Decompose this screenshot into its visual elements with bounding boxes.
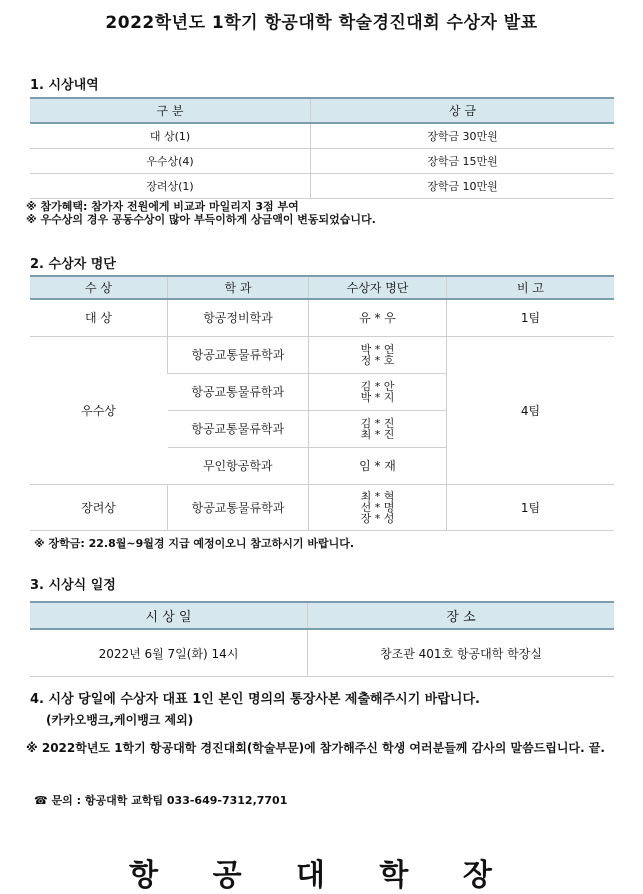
scholarship-note: ※ 장학금: 22.8월~9월경 지급 예정이오니 참고하시기 바랍니다. [34, 537, 355, 550]
award-excellent: 우수상 [30, 336, 168, 484]
benefit-note: ※ 참가혜택: 참가자 전원에게 비교과 마일리지 3점 부여 [26, 200, 299, 213]
table-row [30, 149, 614, 174]
phone-icon: ☎ [34, 794, 48, 807]
ceremony-header-place: 장 소 [308, 602, 615, 629]
names-cell: 유 * 우 [309, 299, 447, 336]
dept-cell: 항공교통물류학과 [168, 336, 309, 373]
signature: 항 공 대 학 장 [129, 858, 514, 893]
winner-name: 박 * 지 [360, 390, 395, 404]
contact-line [34, 792, 287, 808]
dept-cell: 항공교통물류학과 [168, 373, 309, 410]
award-prize: 장학금 30만원 [311, 123, 615, 149]
note-cell: 4팀 [447, 336, 615, 484]
section1-heading: 1. 시상내역 [30, 78, 99, 93]
section3-heading: 3. 시상식 일정 [30, 578, 116, 593]
winner-name: 김 * 진 [360, 416, 395, 430]
names-cell: 임 * 재 [309, 447, 447, 484]
ceremony-header-date: 시 상 일 [30, 602, 308, 629]
winner-name: 선 * 명 [360, 500, 395, 514]
bank-copy-instruction: 4. 시상 당일에 수상자 대표 1인 본인 명의의 통장사본 제출해주시기 바랍니다. [30, 692, 480, 707]
award-table [30, 97, 614, 199]
award-grand: 대 상 [30, 299, 168, 336]
note-cell: 1팀 [447, 299, 615, 336]
note-cell: 1팀 [447, 484, 615, 530]
names-cell [309, 410, 447, 447]
table-row [30, 299, 614, 336]
dept-cell: 항공정비학과 [168, 299, 309, 336]
award-prize: 장학금 10만원 [311, 174, 615, 199]
ceremony-table [30, 601, 614, 677]
winner-name: 정 * 호 [360, 353, 395, 367]
winner-name: 최 * 진 [360, 427, 395, 441]
award-category: 대 상(1) [30, 123, 311, 149]
table-row [30, 336, 614, 373]
winners-table [30, 275, 614, 531]
bank-exclusion: (카카오뱅크,케이뱅크 제외) [46, 713, 194, 727]
award-prize: 장학금 15만원 [311, 149, 615, 174]
names-cell [309, 336, 447, 373]
table-row [30, 629, 614, 677]
award-header-prize: 상 금 [311, 98, 615, 123]
winner-name: 최 * 혁 [360, 489, 395, 503]
thanks-message: ※ 2022학년도 1학기 항공대학 경진대회(학술부문)에 참가해주신 학생 여러분들께 감사의 말씀드립니다. 끝. [26, 741, 605, 755]
award-encourage: 장려상 [30, 484, 168, 530]
winner-name: 김 * 안 [360, 379, 395, 393]
page-title: 2022학년도 1학기 항공대학 학술경진대회 수상자 발표 [105, 13, 538, 33]
prize-change-note: ※ 우수상의 경우 공동수상이 많아 부득이하게 상금액이 변동되었습니다. [26, 213, 376, 226]
table-row [30, 123, 614, 149]
award-category: 우수상(4) [30, 149, 311, 174]
dept-cell: 항공교통물류학과 [168, 484, 309, 530]
contact-text: 문의 : 항공대학 교학팀 033-649-7312,7701 [51, 794, 288, 807]
dept-cell: 무인항공학과 [168, 447, 309, 484]
winner-name: 박 * 연 [360, 342, 395, 356]
winner-name: 장 * 성 [360, 511, 395, 525]
winners-header-dept: 학 과 [168, 276, 309, 299]
ceremony-place: 창조관 401호 항공대학 학장실 [308, 629, 615, 677]
table-row [30, 484, 614, 530]
winners-header-award: 수 상 [30, 276, 168, 299]
ceremony-date: 2022년 6월 7일(화) 14시 [30, 629, 308, 677]
dept-cell: 항공교통물류학과 [168, 410, 309, 447]
winners-header-names: 수상자 명단 [309, 276, 447, 299]
names-cell [309, 373, 447, 410]
award-header-category: 구 분 [30, 98, 311, 123]
award-category: 장려상(1) [30, 174, 311, 199]
section2-heading: 2. 수상자 명단 [30, 257, 116, 272]
winners-header-note: 비 고 [447, 276, 615, 299]
names-cell [309, 484, 447, 530]
table-row [30, 174, 614, 199]
